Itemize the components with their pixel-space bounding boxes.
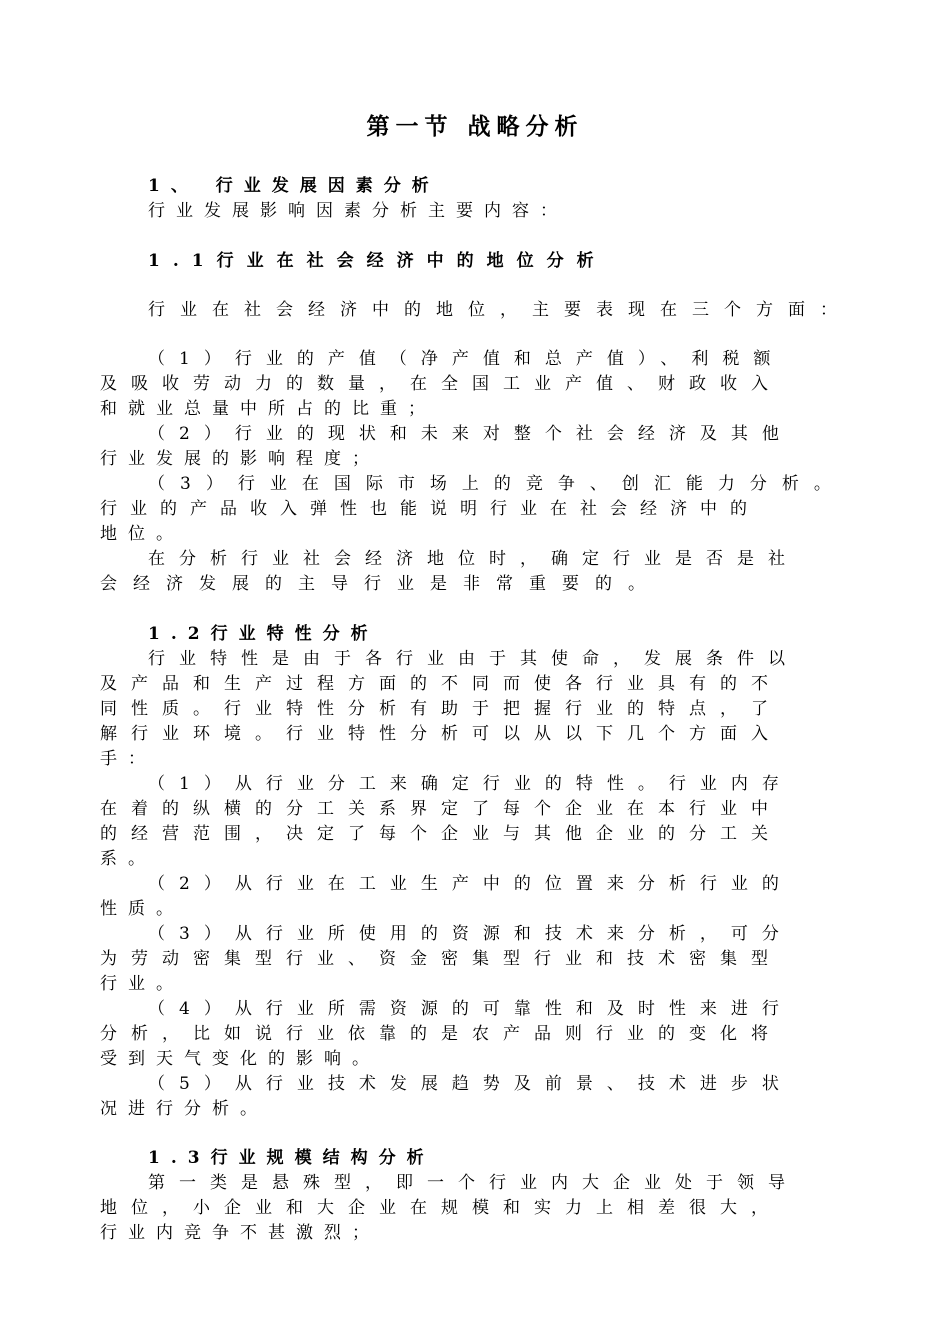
paragraph-line: 的经营范围，决定了每个企业与其他企业的分工关: [100, 824, 782, 844]
paragraph-line: 解行业环境。行业特性分析可以从以下几个方面入: [100, 724, 782, 744]
paragraph-line: 行业特性是由于各行业由于其使命，发展条件以: [148, 649, 799, 669]
paragraph-line: 及产品和生产过程方面的不同而使各行业具有的不: [100, 674, 782, 694]
paragraph-line: 行业内竞争不甚激烈；: [100, 1223, 380, 1243]
list-item-line: （5）从行业技术发展趋势及前景、技术进步状: [148, 1074, 793, 1094]
list-item-line: （1）行业的产值（净产值和总产值）、利税额: [148, 349, 785, 369]
paragraph-line: 行业发展的影响程度；: [100, 449, 380, 469]
paragraph-line: 同性质。行业特性分析有助于把握行业的特点，了: [100, 699, 782, 719]
list-item-line: （3）从行业所使用的资源和技术来分析，可分: [148, 924, 793, 944]
paragraph-line: 及吸收劳动力的数量，在全国工业产值、财政收入: [100, 374, 782, 394]
paragraph-line: 受到天气变化的影响。: [100, 1049, 380, 1069]
paragraph-line: 地位，小企业和大企业在规模和实力上相差很大，: [100, 1198, 782, 1218]
paragraph-line: 在分析行业社会经济地位时，确定行业是否是社: [148, 549, 799, 569]
paragraph-line: 为劳动密集型行业、资金密集型行业和技术密集型: [100, 949, 782, 969]
paragraph-line: 行业发展影响因素分析主要内容：: [148, 201, 568, 221]
paragraph-line: 手：: [100, 749, 156, 769]
section-heading: 1.1行业在社会经济中的地位分析: [148, 251, 607, 271]
list-item-line: （1）从行业分工来确定行业的特性。行业内存: [148, 774, 793, 794]
page-title: 第一节 战略分析: [366, 113, 584, 140]
list-item-line: （2）从行业在工业生产中的位置来分析行业的: [148, 874, 793, 894]
paragraph-line: 地位。: [100, 524, 184, 544]
paragraph-line: 在着的纵横的分工关系界定了每个企业在本行业中: [100, 799, 782, 819]
paragraph-line: 会经济发展的主导行业是非常重要的。: [100, 574, 661, 594]
section-heading: 1、 行业发展因素分析: [148, 176, 440, 196]
section-heading: 1.2行业特性分析: [148, 624, 379, 644]
paragraph-line: 行业在社会经济中的地位，主要表现在三个方面：: [148, 300, 852, 320]
paragraph-line: 性质。: [100, 899, 184, 919]
paragraph-line: 况进行分析。: [100, 1099, 268, 1119]
list-item-line: （2）行业的现状和未来对整个社会经济及其他: [148, 424, 793, 444]
paragraph-line: 行业的产品收入弹性也能说明行业在社会经济中的: [100, 499, 760, 519]
paragraph-line: 系。: [100, 849, 156, 869]
paragraph-line: 行业。: [100, 974, 184, 994]
section-heading: 1.3行业规模结构分析: [148, 1148, 435, 1168]
paragraph-line: 和就业总量中所占的比重；: [100, 399, 436, 419]
paragraph-line: 第一类是悬殊型，即一个行业内大企业处于领导: [148, 1173, 799, 1193]
list-item-line: （4）从行业所需资源的可靠性和及时性来进行: [148, 999, 793, 1019]
list-item-line: （3）行业在国际市场上的竞争、创汇能力分析。: [148, 474, 846, 494]
paragraph-line: 分析，比如说行业依靠的是农产品则行业的变化将: [100, 1024, 782, 1044]
